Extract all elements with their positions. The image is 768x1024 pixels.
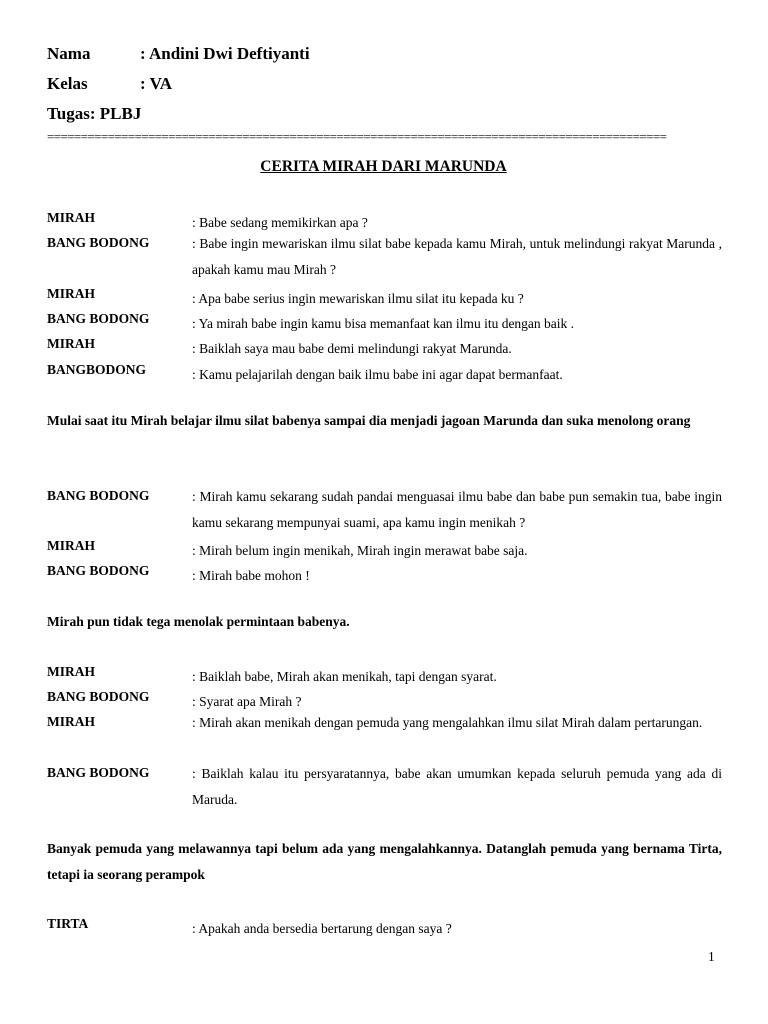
speaker-name: BANG BODONG [47, 563, 150, 578]
speaker-name: BANGBODONG [47, 362, 147, 377]
nama-value: : Andini Dwi Deftiyanti [140, 44, 310, 63]
speaker-name: BANG BODONG [47, 689, 150, 704]
speaker-name: BANG BODONG [47, 311, 150, 326]
speaker-name: BANG BODONG [47, 488, 150, 503]
speaker-name: MIRAH [47, 714, 95, 729]
kelas-label: Kelas [47, 74, 88, 93]
narration-paragraph: Mulai saat itu Mirah belajar ilmu silat babenya sampai dia menjadi jagoan Marunda dan suka menolong orang [47, 413, 691, 428]
dialog-text: : Mirah kamu sekarang sudah pandai menguasai ilmu babe dan babe pun semakin tua, babe ingin kamu sekarang mempunyai suami, apa kamu ingin menikah ? [192, 489, 722, 530]
dialog-text: : Syarat apa Mirah ? [192, 694, 302, 709]
speaker-name: TIRTA [47, 916, 89, 931]
dialog-text: : Mirah akan menikah dengan pemuda yang mengalahkan ilmu silat Mirah dalam pertarungan. [192, 715, 703, 730]
dialog-text: : Babe sedang memikirkan apa ? [192, 215, 368, 230]
speaker-name: BANG BODONG [47, 765, 150, 780]
dialog-text: : Babe ingin mewariskan ilmu silat babe kepada kamu Mirah, untuk melindungi rakyat Marunda , apakah kamu mau Mirah ? [192, 236, 722, 277]
header-nama [47, 44, 310, 64]
header-tugas: Tugas: PLBJ [47, 104, 142, 123]
narration-paragraph: Banyak pemuda yang melawannya tapi belum ada yang mengalahkannya. Datanglah pemuda yang bernama Tirta, tetapi ia seorang perampok [47, 841, 722, 882]
dialog-text: : Apakah anda bersedia bertarung dengan saya ? [192, 921, 452, 936]
speaker-name: MIRAH [47, 286, 95, 301]
dialog-text: : Apa babe serius ingin mewariskan ilmu silat itu kepada ku ? [192, 291, 524, 306]
dialog-text: : Baiklah saya mau babe demi melindungi rakyat Marunda. [192, 341, 512, 356]
document-title: CERITA MIRAH DARI MARUNDA [260, 158, 507, 175]
dialog-text: : Baiklah babe, Mirah akan menikah, tapi dengan syarat. [192, 669, 497, 684]
nama-label: Nama [47, 44, 91, 63]
speaker-name: MIRAH [47, 538, 95, 553]
speaker-name: MIRAH [47, 210, 95, 225]
page-number: 1 [708, 949, 715, 964]
dialog-text: : Mirah belum ingin menikah, Mirah ingin merawat babe saja. [192, 543, 528, 558]
dialog-text: : Ya mirah babe ingin kamu bisa memanfaat kan ilmu itu dengan baik . [192, 316, 575, 331]
kelas-value: : VA [140, 74, 172, 93]
dialog-text: : Mirah babe mohon ! [192, 568, 310, 583]
dialog-text: : Kamu pelajarilah dengan baik ilmu babe ini agar dapat bermanfaat. [192, 367, 563, 382]
speaker-name: BANG BODONG [47, 235, 150, 250]
narration-paragraph: Mirah pun tidak tega menolak permintaan babenya. [47, 614, 350, 629]
speaker-name: MIRAH [47, 664, 95, 679]
dialog-text: : Baiklah kalau itu persyaratannya, babe akan umumkan kepada seluruh pemuda yang ada di Maruda. [192, 766, 722, 807]
speaker-name: MIRAH [47, 336, 95, 351]
separator-line: ============================================================================================ [47, 131, 667, 143]
header-kelas [47, 74, 172, 94]
